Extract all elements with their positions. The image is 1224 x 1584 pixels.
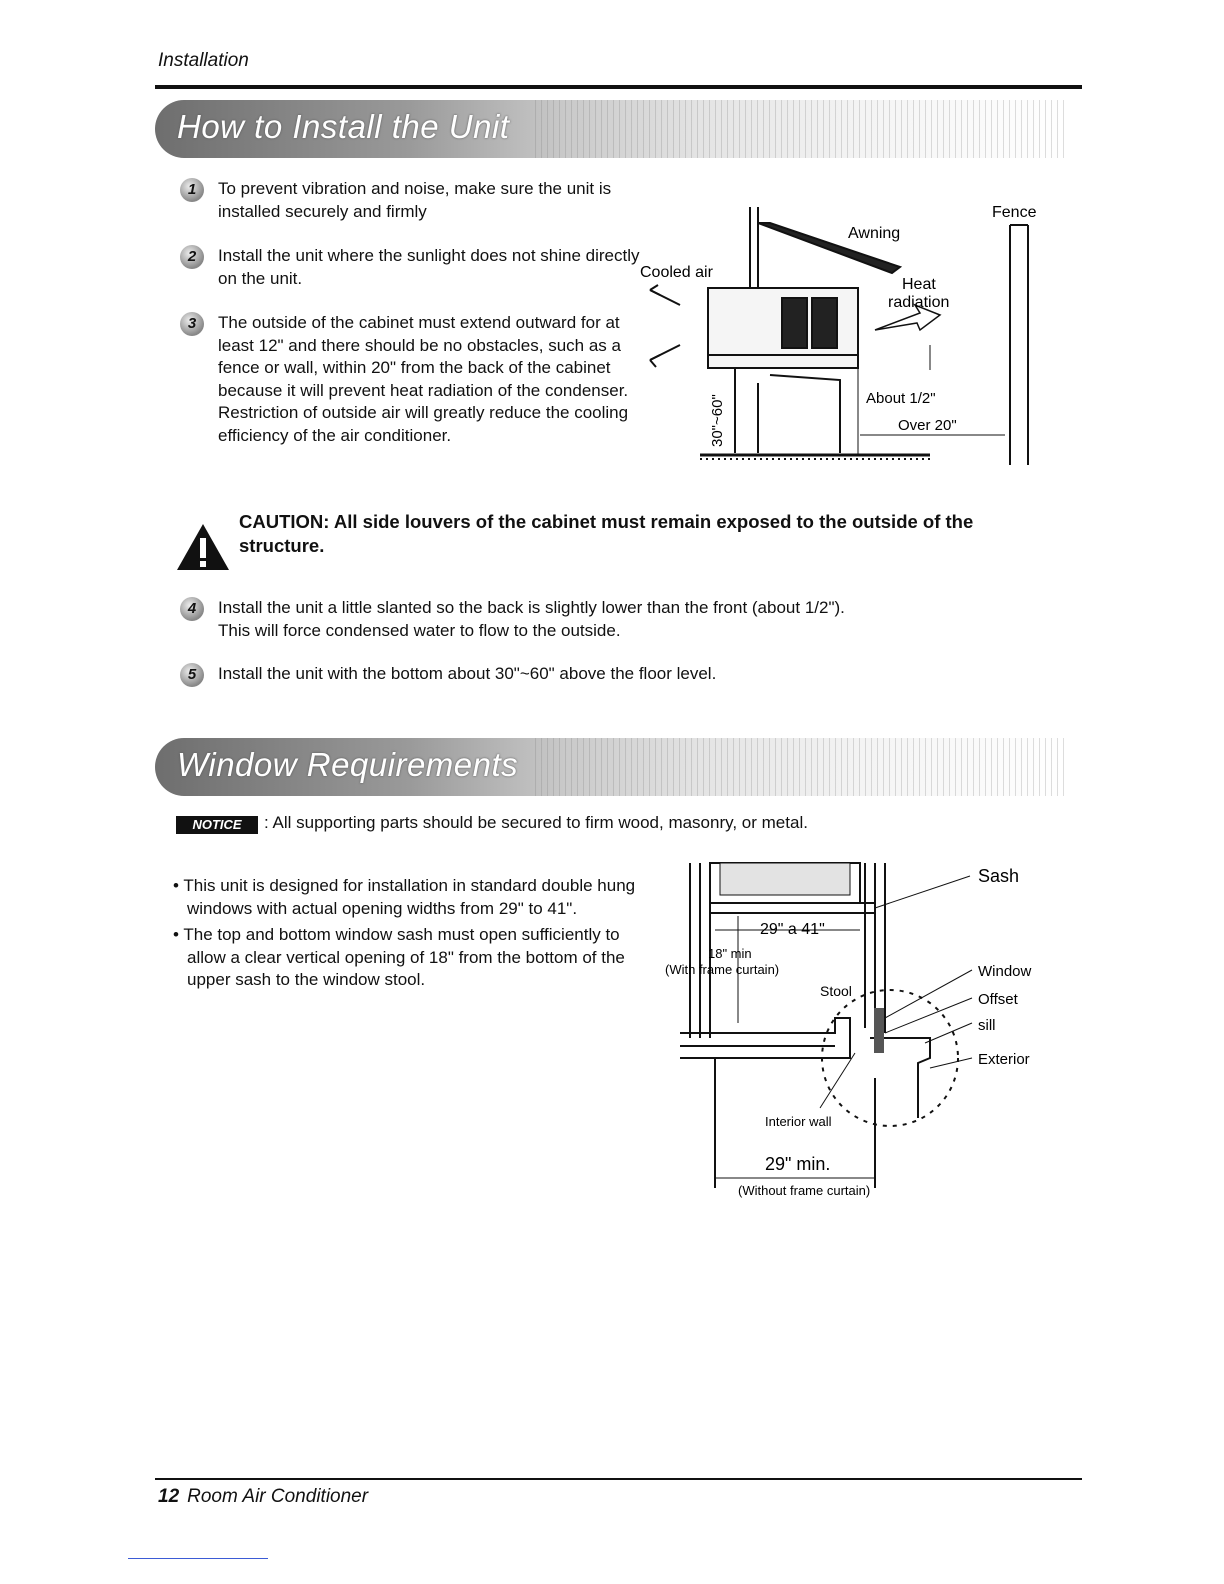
step-4-text-2: This will force condensed water to flow to the outside. <box>218 620 621 640</box>
step-number-icon: 5 <box>180 663 204 687</box>
step-number-icon: 2 <box>180 245 204 269</box>
page-number: 12 <box>158 1486 180 1507</box>
height-label: 30"~60" <box>709 394 726 447</box>
step-4-text: Install the unit a little slanted so the back is slightly lower than the front (about 1/2"). <box>218 598 845 617</box>
step-3-text-2: Restriction of outside air will greatly reduce the cooling efficiency of the air conditioner. <box>218 403 629 445</box>
footer-rule <box>155 1478 1082 1480</box>
footer-link-underline <box>128 1558 268 1559</box>
list-item: • This unit is designed for installation in standard double hung windows with actual opening widths from 29" to 41". <box>173 876 636 918</box>
window-diagram <box>660 858 1050 1203</box>
sash-label: Sash <box>978 866 1020 886</box>
warning-icon <box>175 522 231 572</box>
footer-title: Room Air Conditioner <box>187 1486 369 1507</box>
awning-label: Awning <box>848 225 901 242</box>
install-banner-title: How to Install the Unit <box>177 108 510 145</box>
list-item: • The top and bottom window sash must open sufficiently to allow a clear vertical opening of 18" from the bottom of the upper sash to the window stool. <box>173 925 625 989</box>
window-banner <box>155 738 1065 796</box>
window-banner-title: Window Requirements <box>177 746 519 783</box>
exterior-label: Exterior <box>978 1051 1030 1068</box>
cooled-air-label: Cooled air <box>640 264 713 281</box>
step-5 <box>180 663 1020 686</box>
header-rule <box>155 85 1082 89</box>
fence-label: Fence <box>992 204 1037 221</box>
step-2 <box>180 245 640 290</box>
without-curtain-label: (Without frame curtain) <box>738 1183 871 1198</box>
step-3-text: The outside of the cabinet must extend outward for at least 12" and there should be no obstacles, such as a fence or wall, within 20" from the back of the cabinet because it will prevent heat radiation of the condenser. <box>218 313 629 400</box>
min18-label: 18" min <box>708 946 752 961</box>
stool-label: Stool <box>820 983 852 999</box>
window-label: Window <box>978 963 1032 980</box>
step-2-text: Install the unit where the sunlight does not shine directly on the unit. <box>218 246 640 288</box>
section-header: Installation <box>158 50 249 71</box>
step-number-icon: 3 <box>180 312 204 336</box>
step-number-icon: 1 <box>180 178 204 202</box>
notice-text: : All supporting parts should be secured to firm wood, masonry, or metal. <box>264 813 808 832</box>
step-3 <box>180 312 640 447</box>
window-requirements-list <box>173 875 653 996</box>
page-footer <box>158 1486 368 1508</box>
notice-badge: NOTICE <box>176 816 258 834</box>
sill-label: sill <box>978 1017 996 1034</box>
caution-block <box>175 510 1055 558</box>
step-1-text: To prevent vibration and noise, make sure the unit is installed securely and firmly <box>218 179 612 221</box>
with-curtain-label: (With frame curtain) <box>665 962 780 977</box>
step-number-icon: 4 <box>180 597 204 621</box>
install-diagram <box>630 195 1060 480</box>
about-label: About 1/2" <box>866 390 936 407</box>
step-4 <box>180 597 1020 642</box>
offset-label: Offset <box>978 991 1018 1008</box>
over-label: Over 20" <box>898 417 957 434</box>
radiation-label: radiation <box>888 294 950 311</box>
step-1 <box>180 178 640 223</box>
step-5-text: Install the unit with the bottom about 30"~60" above the floor level. <box>218 664 717 683</box>
min29-label: 29" min. <box>765 1154 831 1174</box>
install-banner <box>155 100 1065 158</box>
heat-label: Heat <box>902 276 936 293</box>
interior-wall-label: Interior wall <box>765 1114 832 1129</box>
width-range-label: 29" a 41" <box>760 921 825 938</box>
caution-text: CAUTION: All side louvers of the cabinet must remain exposed to the outside of the structure. <box>239 511 974 556</box>
